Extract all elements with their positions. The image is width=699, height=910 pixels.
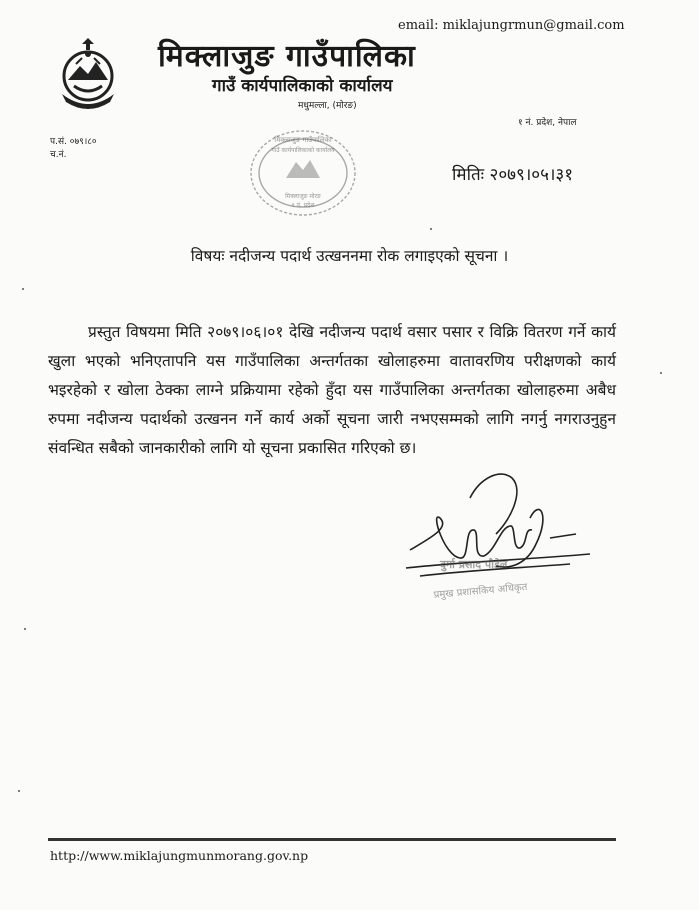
scan-speck bbox=[660, 372, 662, 374]
signatory-title: प्रमुख प्रशासकिय अधिकृत bbox=[433, 581, 528, 601]
letter-date: मितिः २०७९।०५।३१ bbox=[452, 165, 574, 185]
nepal-emblem-logo bbox=[54, 36, 122, 112]
handwritten-signature bbox=[400, 458, 600, 618]
province-label: १ नं. प्रदेश, नेपाल bbox=[518, 118, 577, 128]
email-address: email: miklajungrmun@gmail.com bbox=[398, 18, 625, 33]
signature-block bbox=[400, 458, 600, 618]
stamp-text-line4: १ नं. प्रदेश bbox=[291, 202, 315, 209]
footer-divider bbox=[48, 838, 616, 841]
letter-subject: विषयः नदीजन्य पदार्थ उत्खननमा रोक लगाइएको सूचना । bbox=[190, 247, 509, 265]
scan-speck bbox=[430, 228, 432, 230]
signatory-name: दुर्गा प्रसाद पौडेल bbox=[440, 558, 508, 571]
dispatch-number: च.नं. bbox=[50, 150, 67, 160]
stamp-text-line3: मिक्लाजुङ मोरङ bbox=[285, 193, 321, 200]
website-url: http://www.miklajungmunmorang.gov.np bbox=[50, 848, 309, 863]
office-location: मधुमल्ला, (मोरङ) bbox=[298, 101, 357, 111]
stamp-text-line2: गाउँ कार्यपालिकाको कार्यालय bbox=[271, 147, 335, 154]
notice-body: प्रस्तुत विषयमा मिति २०७९।०६।०१ देखि नदीजन्य पदार्थ वसार पसार र विक्रि वितरण गर्ने कार्य खुला भएको भनिएतापनि यस गाउँपालिका अन्तर्गतका खोलाहरुमा वातावरणिय परीक्षणको कार्य भइरहेको र खोला ठेक्का लाग्ने प्रक्रियामा रहेको हुँदा यस गाउँपालिका अन्तर्गतका खोलाहरुमा अबैध रुपमा नदीजन्य पदार्थको उत्खनन गर्ने कार्य अर्को सूचना जारी नभएसम्मको लागि नगर्नु नगराउनुहुन संवन्धित सबैको जानकारीको लागि यो सूचना प्रकासित गरिएको छ। bbox=[48, 323, 616, 457]
scan-speck bbox=[22, 288, 24, 290]
organization-name: मिक्लाजुङ गाउँपालिका bbox=[158, 39, 416, 74]
office-name: गाउँ कार्यपालिकाको कार्यालय bbox=[212, 76, 393, 96]
reference-block bbox=[50, 136, 97, 162]
office-stamp bbox=[246, 126, 360, 220]
scan-speck bbox=[18, 790, 20, 792]
scan-speck bbox=[24, 628, 26, 630]
stamp-text-line1: मिक्लाजुङ गाउँपालिका bbox=[274, 136, 332, 144]
reference-number: प.सं. ०७९।८० bbox=[50, 137, 97, 147]
